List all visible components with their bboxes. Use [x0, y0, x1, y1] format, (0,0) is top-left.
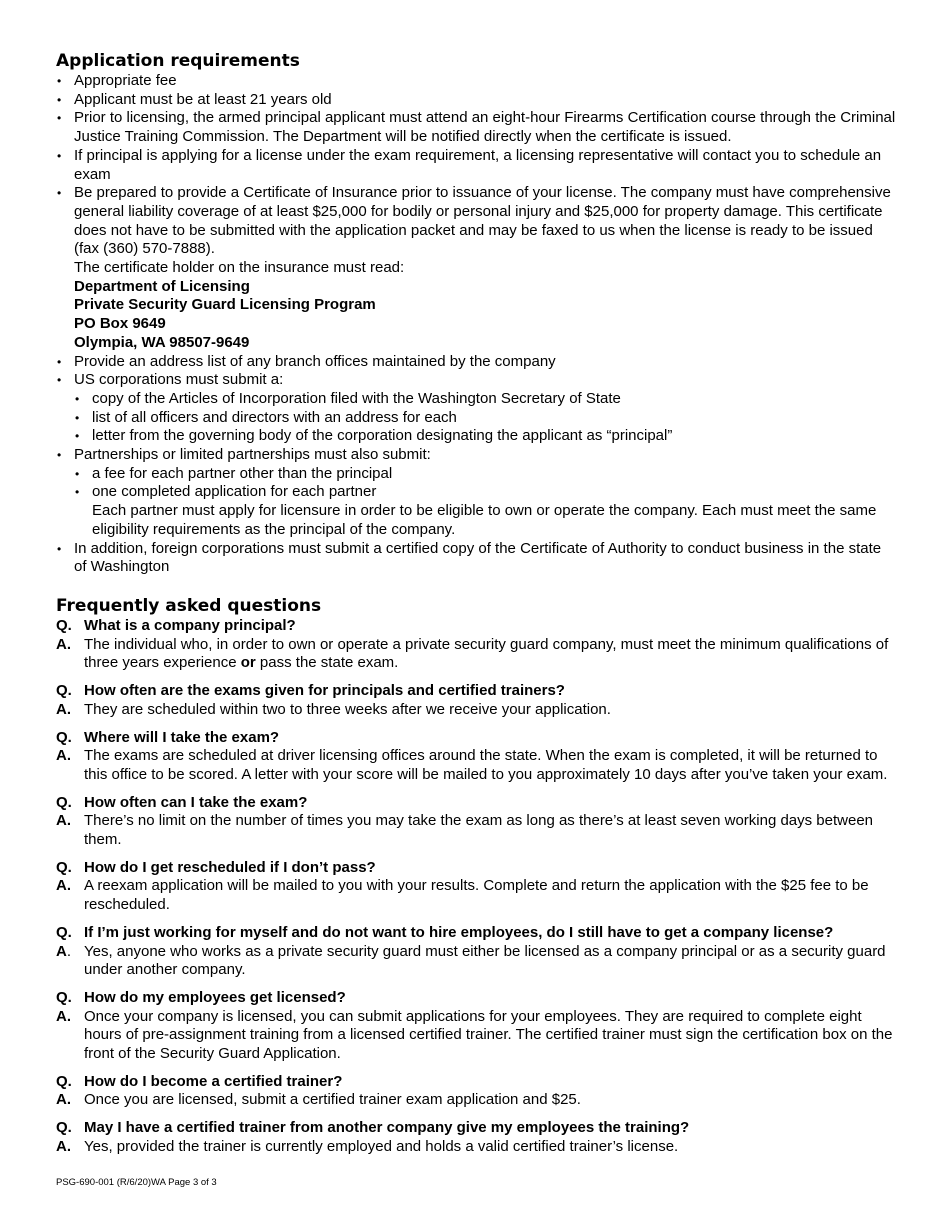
a-marker: A.	[56, 747, 71, 765]
insurance-text: • Be prepared to provide a Certificate of Insurance prior to issuance of your license. The company must have comprehensive general liability coverage of at least $25,000 for bodily or personal injury and $25,000 for property damage. This certificate does not have to be submitted with the application packet and may be faxed to us when the license is ready to be issued (fax (360) 570-7888).	[74, 184, 891, 258]
sub-list-item: • list of all officers and directors with an address for each	[74, 409, 896, 428]
sub-list-item-application	[74, 483, 896, 539]
answer-text: The exams are scheduled at driver licensing offices around the state. When the exam is completed, it will be returned to this office to be scored. A letter with your score will be mailed to you approximately 10 days after you’ve taken your exam.	[84, 747, 888, 783]
q-marker: Q.	[56, 1119, 72, 1137]
a-marker: A.	[56, 1007, 71, 1025]
q-marker: Q.	[56, 923, 72, 941]
address-line: Department of Licensing	[74, 277, 250, 295]
a-marker: A.	[56, 700, 71, 718]
question-text: What is a company principal?	[84, 616, 296, 634]
faq-question	[56, 924, 896, 943]
list-item: • In addition, foreign corporations must submit a certified copy of the Certificate of Authority to conduct business in the state of Washington	[56, 540, 896, 577]
faq-item	[56, 682, 896, 719]
faq-question	[56, 794, 896, 813]
question-text: How often are the exams given for principals and certified trainers?	[84, 682, 565, 700]
faq-answer	[56, 877, 896, 914]
faq-item	[56, 794, 896, 850]
answer-text: pass the state exam.	[255, 654, 399, 672]
a-marker: A.	[56, 1091, 71, 1109]
faq-answer	[56, 747, 896, 784]
answer-text: A reexam application will be mailed to you with your results. Complete and return the application with the $25 fee to be rescheduled.	[84, 877, 869, 914]
a-marker: A.	[56, 812, 71, 830]
address-line: Olympia, WA 98507-9649	[74, 333, 250, 351]
question-text: How do I get rescheduled if I don’t pass?	[84, 858, 376, 876]
question-text: How often can I take the exam?	[84, 793, 308, 811]
list-item: • Appropriate fee	[56, 72, 896, 91]
answer-text: Yes, anyone who works as a private security guard must either be licensed as a company principal or as a security guard under another company.	[84, 942, 886, 979]
question-text: May I have a certified trainer from another company give my employees the training?	[84, 1119, 690, 1137]
a-marker: A.	[56, 635, 71, 653]
q-marker: Q.	[56, 728, 72, 746]
address-line: PO Box 9649	[74, 315, 166, 333]
faq-question	[56, 729, 896, 748]
address-line: Private Security Guard Licensing Program	[74, 296, 376, 314]
list-item: • Applicant must be at least 21 years old	[56, 91, 896, 110]
sub-list-item: • letter from the governing body of the corporation designating the applicant as “principal”	[74, 427, 896, 446]
answer-text: They are scheduled within two to three weeks after we receive your application.	[84, 700, 611, 718]
answer-text: There’s no limit on the number of times you may take the exam as long as there’s at least seven working days between them.	[84, 812, 874, 849]
answer-text: Once your company is licensed, you can submit applications for your employees. They are required to complete eight hours of pre-assignment training from a licensed certified trainer. The certified trainer must sign the certification box on the front of the Security Guard Application.	[84, 1007, 893, 1063]
faq-question	[56, 1119, 896, 1138]
q-marker: Q.	[56, 616, 72, 634]
sub-list-item: • a fee for each partner other than the principal	[74, 465, 896, 484]
question-text: How do my employees get licensed?	[84, 988, 346, 1006]
us-corp-text: • US corporations must submit a:	[74, 371, 284, 389]
list-item: • Provide an address list of any branch offices maintained by the company	[56, 353, 896, 372]
a-marker-dot: .	[66, 942, 72, 960]
q-marker: Q.	[56, 682, 72, 700]
partnerships-sublist	[74, 465, 896, 540]
q-marker: Q.	[56, 858, 72, 876]
faq-answer	[56, 701, 896, 720]
form-footer: PSG-690-001 (R/6/20)WA Page 3 of 3	[56, 1177, 217, 1188]
application-requirements-heading: Application requirements	[56, 51, 300, 71]
q-marker: Q.	[56, 988, 72, 1006]
faq-item	[56, 1119, 896, 1156]
sub-list-item-text: • one completed application for each partner	[92, 483, 377, 501]
faq-question	[56, 989, 896, 1008]
partner-note: Each partner must apply for licensure in order to be eligible to own or operate the company. Each must meet the same eligibility requirements as the principal of the company.	[92, 502, 877, 538]
faq-heading: Frequently asked questions	[56, 595, 322, 616]
us-corp-sublist	[74, 390, 896, 446]
a-marker	[56, 943, 71, 962]
faq-answer	[56, 943, 896, 980]
answer-emphasis: or	[240, 654, 256, 672]
faq-answer	[56, 812, 896, 849]
list-item-us-corporations	[56, 371, 896, 446]
q-marker: Q.	[56, 1072, 72, 1090]
faq-item	[56, 1073, 896, 1110]
list-item: • Prior to licensing, the armed principal applicant must attend an eight-hour Firearms Certification course through the Criminal Justice Training Commission. The Department will be notified directly when the certificate is issued.	[56, 109, 896, 146]
requirements-list	[56, 72, 896, 577]
faq-question	[56, 859, 896, 878]
list-item-partnerships	[56, 446, 896, 540]
faq-item	[56, 729, 896, 785]
faq-answer	[56, 1138, 896, 1157]
faq-item	[56, 924, 896, 980]
faq-question	[56, 617, 896, 636]
faq-answer	[56, 636, 896, 673]
answer-text: The individual who, in order to own or operate a private security guard company, must meet the minimum qualifications of three years experience	[84, 635, 889, 672]
document-page	[56, 48, 896, 1157]
list-item: • If principal is applying for a license under the exam requirement, a licensing representative will contact you to schedule an exam	[56, 147, 896, 184]
partnerships-text: • Partnerships or limited partnerships must also submit:	[74, 446, 431, 464]
faq-answer	[56, 1008, 896, 1064]
q-marker: Q.	[56, 793, 72, 811]
faq-answer	[56, 1091, 896, 1110]
faq-item	[56, 617, 896, 673]
a-marker-letter: A	[56, 942, 67, 960]
sub-list-item: • copy of the Articles of Incorporation filed with the Washington Secretary of State	[74, 390, 896, 409]
question-text: Where will I take the exam?	[84, 728, 280, 746]
faq-item	[56, 989, 896, 1064]
faq-question	[56, 682, 896, 701]
faq-question	[56, 1073, 896, 1092]
faq-item	[56, 859, 896, 915]
a-marker: A.	[56, 1137, 71, 1155]
question-text: If I’m just working for myself and do not want to hire employees, do I still have to get a company license?	[84, 923, 834, 941]
answer-text: Yes, provided the trainer is currently employed and holds a valid certified trainer’s license.	[84, 1137, 679, 1155]
answer-text: Once you are licensed, submit a certified trainer exam application and $25.	[84, 1091, 581, 1109]
a-marker: A.	[56, 877, 71, 895]
question-text: How do I become a certified trainer?	[84, 1072, 343, 1090]
list-item-insurance	[56, 184, 896, 352]
certificate-holder-intro: The certificate holder on the insurance must read:	[74, 259, 405, 277]
